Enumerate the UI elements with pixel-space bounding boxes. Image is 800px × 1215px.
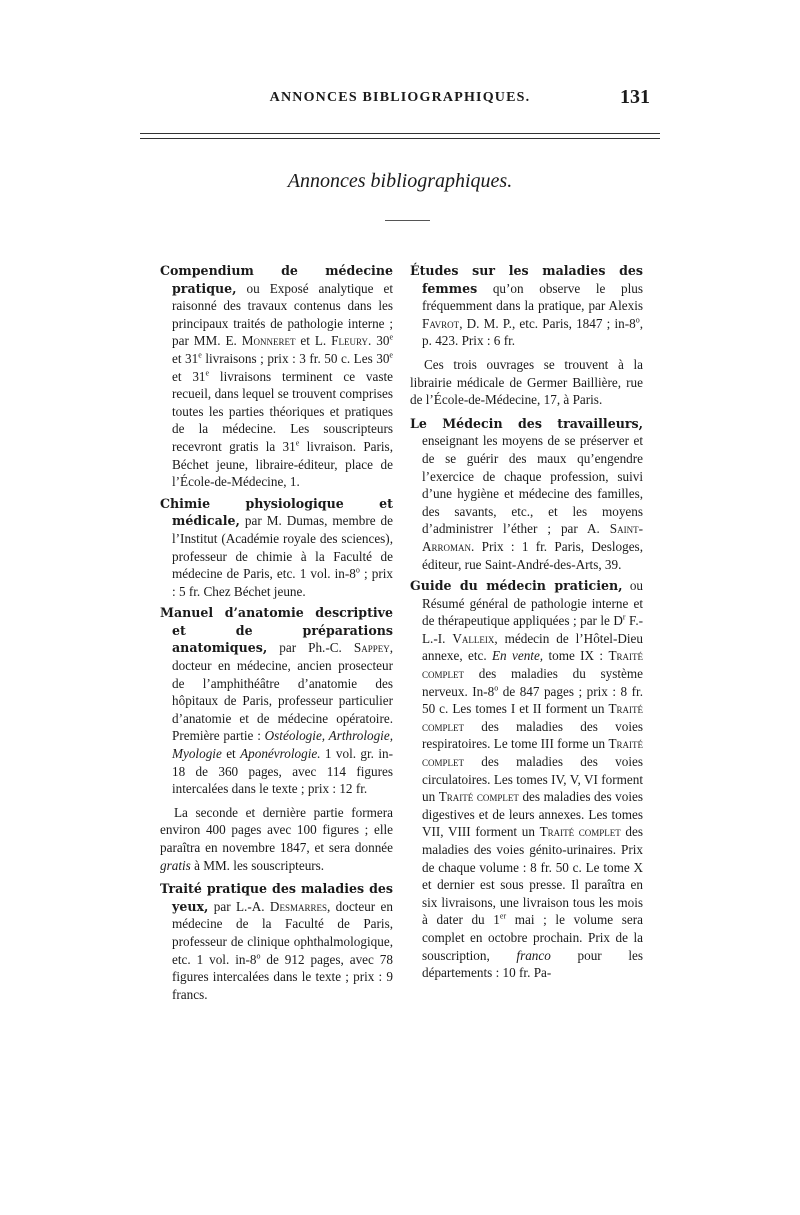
entry-text: ; prix : 5 fr. Chez Béchet jeune.	[172, 566, 393, 599]
superscript: e	[389, 350, 393, 360]
entry-text: 1 vol. gr. in-18 de 360 pages, avec 114 figures intercalées dans le texte ; prix : 12 fr.	[172, 746, 393, 797]
entry-text: . Prix : 1 fr. Paris, Desloges, éditeur, rue Saint-André-des-Arts, 39.	[422, 538, 643, 572]
entry-manuel	[160, 604, 393, 798]
entry-title: Études sur les maladies des femmes	[410, 263, 643, 296]
paragraph-librairie	[410, 356, 643, 409]
superscript: o	[635, 315, 640, 325]
entry-text: tome IX :	[543, 648, 609, 664]
entry-title: Chimie physiologique et médicale,	[160, 495, 393, 529]
small-caps-text: Traité complet	[422, 701, 643, 734]
entry-text: enseignant les moyens de se préserver et de se guérir des maux qu’engendre l’exercice de chaque profession, suivi d’une hygiène et médecine des familles, des savants, etc., et les moyens d’administrer l’éther ; par A.	[422, 433, 643, 537]
entry-text: par Ph.-C.	[267, 640, 354, 656]
header-double-rule	[140, 133, 660, 139]
author-name: Sappey	[353, 640, 390, 656]
author-name: Fleury	[331, 333, 369, 349]
author-name: Desmarres	[269, 898, 327, 914]
italic-text: En vente,	[492, 648, 544, 664]
superscript: er	[499, 911, 507, 921]
entry-text: et 31	[172, 368, 206, 384]
entry-text: mai ; le volume sera complet en octobre prochain. Prix de la souscription,	[422, 912, 643, 963]
entry-text: qu’on observe le plus fréquemment dans la pratique, par Alexis	[422, 280, 643, 314]
entry-text: des maladies des voies respiratoires. Le tome III forme un	[422, 718, 643, 752]
author-name: Saint-Arroman	[422, 521, 643, 554]
entry-title: Guide du médecin praticien,	[410, 578, 623, 594]
entry-title: Traité pratique des maladies des yeux,	[160, 881, 393, 914]
entry-text: , médecin de l’Hôtel-Dieu annexe, etc.	[422, 630, 643, 664]
entry-text: , p. 423. Prix : 6 fr.	[422, 315, 643, 349]
small-caps-text: Traité complet	[539, 824, 621, 840]
entry-guide-medecin	[410, 577, 643, 982]
superscript: o	[355, 565, 360, 575]
superscript: o	[494, 683, 499, 693]
title-rule	[385, 220, 430, 221]
italic-text: Ostéologie, Arthrologie, Myologie	[172, 728, 393, 762]
small-caps-text: Traité complet	[422, 736, 643, 770]
italic-text: gratis	[160, 857, 191, 873]
entry-chimie	[160, 495, 393, 601]
running-head	[140, 86, 660, 114]
entry-title: Manuel d’anatomie descriptive et de préparations anatomiques,	[160, 605, 393, 656]
author-name: Monneret	[241, 333, 296, 349]
right-column	[410, 262, 643, 986]
entry-text: ou Résumé général de pathologie interne et de thérapeutique appliquées ; par le D	[422, 578, 644, 629]
superscript: r	[622, 612, 626, 622]
entry-text: et 31	[172, 350, 199, 366]
superscript: e	[295, 438, 300, 448]
paragraph-text: à MM. les souscripteurs.	[190, 857, 325, 873]
entry-medecin-travailleurs	[410, 415, 643, 573]
entry-title: Le Médecin des travailleurs,	[410, 415, 643, 431]
entry-text: par M. Dumas, membre de l’Institut (Académie royale des sciences), professeur de chimie à la Faculté de médecine de Paris, etc. 1 vol. in-8	[172, 513, 393, 582]
italic-text: Aponévrologie.	[240, 746, 321, 762]
entry-text: , docteur en médecine de la Faculté de Paris, professeur de clinique ophthalmologique, etc. 1 vol. in-8	[172, 898, 393, 967]
entry-text: livraisons ; prix : 3 fr. 50 c. Les 30	[201, 350, 390, 366]
entry-text: des maladies du système nerveux. In-8	[422, 666, 643, 699]
entry-etudes-femmes	[410, 262, 643, 350]
small-caps-text: Traité complet	[438, 789, 519, 805]
entry-traite-yeux	[160, 880, 393, 1003]
italic-text: franco	[516, 947, 551, 963]
entry-text: , D. M. P., etc. Paris, 1847 ; in-8	[459, 315, 636, 331]
entry-compendium	[160, 262, 393, 491]
entry-text: livraison. Paris, Béchet jeune, libraire-éditeur, place de l’École-de-Médecine, 1.	[172, 438, 393, 490]
entry-text: F.-L.-I.	[422, 613, 644, 646]
author-name: Valleix	[452, 630, 495, 646]
page-number: 131	[620, 86, 650, 108]
left-column	[160, 262, 393, 1007]
entry-text: livraisons terminent ce vaste recueil, dans lequel se trouvent comprises toutes les parties théoriques et pratiques de la médecine. Les souscripteurs recevront gratis la 31	[172, 368, 393, 454]
paragraph-seconde-partie	[160, 804, 393, 874]
entry-text: des maladies des voies digestives et de leurs annexes. Les tomes VII, VIII forment un	[422, 789, 643, 840]
entry-text: des maladies des voies circulatoires. Les tomes IV, V, VI forment un	[422, 754, 643, 805]
paragraph-text: Ces trois ouvrages se trouvent à la librairie médicale de Germer Baillière, rue de l’École-de-Médecine, 17, à Paris.	[410, 356, 643, 408]
running-title: ANNONCES BIBLIOGRAPHIQUES.	[269, 90, 531, 105]
author-name: Favrot	[422, 315, 460, 331]
entry-text: de 912 pages, avec 78 figures intercalées dans le texte ; prix : 9 francs.	[172, 951, 393, 1002]
superscript: e	[205, 368, 210, 378]
entry-text: par L.-A.	[208, 898, 270, 914]
entry-text: , docteur en médecine, ancien prosecteur de l’amphithéâtre d’anatomie des hôpitaux de Paris, professeur particulier d’anatomie et de médecine opératoire. Première partie :	[172, 640, 393, 744]
small-caps-text: Traité complet	[422, 648, 643, 682]
entry-text: pour les départements : 10 fr. Pa-	[422, 947, 643, 981]
entry-text: ou Exposé analytique et raisonné des travaux contenus dans les principaux traités de pathologie interne ; par MM. E.	[172, 280, 393, 349]
superscript: e	[389, 332, 393, 342]
entry-text: et L.	[295, 333, 332, 349]
entry-text: et	[221, 746, 241, 762]
superscript: o	[256, 951, 261, 961]
section-title: Annonces bibliographiques.	[287, 170, 513, 192]
superscript: e	[198, 350, 202, 360]
paragraph-text: La seconde et dernière partie formera environ 400 pages avec 100 figures ; elle paraîtra en novembre 1847, et sera donnée	[160, 804, 393, 855]
entry-text: de 847 pages ; prix : 8 fr. 50 c. Les tomes I et II forment un	[422, 683, 643, 717]
entry-title: Compendium de médecine pratique,	[160, 263, 393, 296]
entry-text: des maladies des voies génito-urinaires. Prix de chaque volume : 8 fr. 50 c. Le tome X et dernier est sous presse. Il paraîtra en six livraisons, une livraison tous les mois à dater du 1	[422, 824, 643, 928]
entry-text: . 30	[368, 333, 390, 349]
